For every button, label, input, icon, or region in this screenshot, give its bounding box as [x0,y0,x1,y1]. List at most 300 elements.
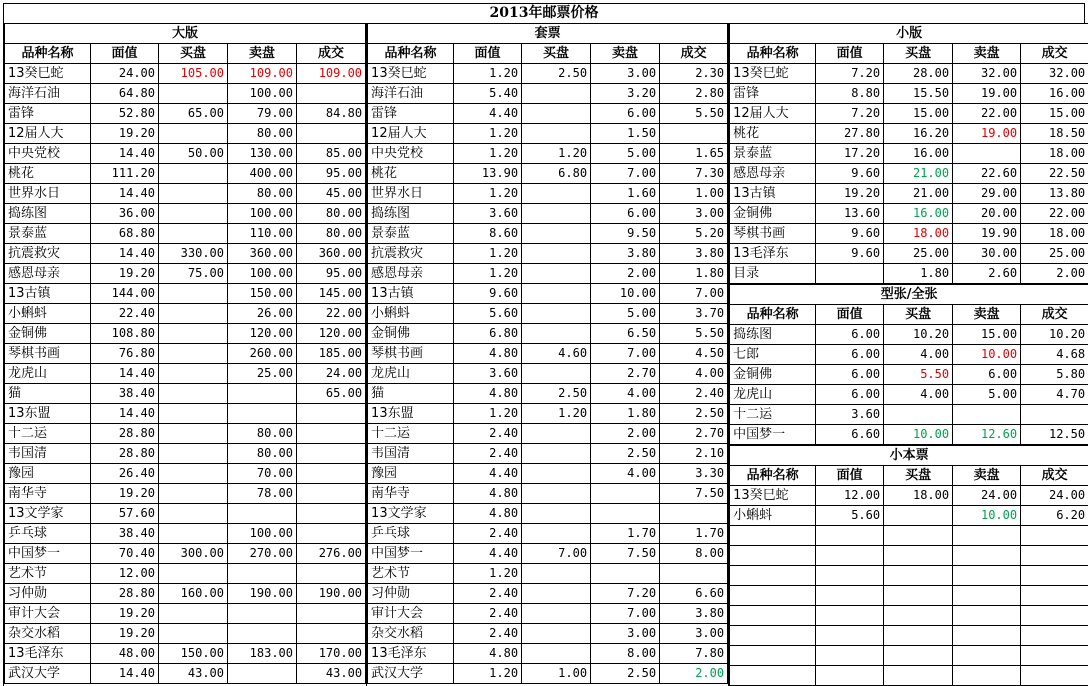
price-cell: 80.00 [228,444,297,464]
stamp-name-cell: 13古镇 [730,184,816,204]
table-row [5,524,366,544]
price-cell: 5.60 [454,304,522,324]
column-header: 面值 [816,305,884,325]
column-header: 卖盘 [591,44,660,64]
price-cell: 4.40 [454,104,522,124]
price-cell [522,124,591,144]
stamp-name-cell: 13癸巳蛇 [5,64,91,84]
price-cell: 17.20 [816,144,884,164]
price-cell: 2.40 [454,624,522,644]
stamp-name-cell: 十二运 [730,405,816,425]
price-cell [522,564,591,584]
price-cell: 45.00 [297,184,366,204]
stamp-name-cell: 12届人大 [5,124,91,144]
price-cell: 22.00 [297,304,366,324]
stamp-name-cell: 习仲勋 [368,584,454,604]
table-row [5,264,366,284]
price-cell: 10.00 [884,425,953,445]
price-cell: 2.30 [660,64,728,84]
empty-cell [953,586,1021,606]
table-daban [4,23,366,684]
table-row [5,544,366,564]
price-cell: 25.00 [1021,244,1088,264]
table-row [368,124,728,144]
stamp-name-cell: 13癸巳蛇 [368,64,454,84]
table-row [730,385,1088,405]
price-cell: 10.00 [953,345,1021,365]
price-cell: 130.00 [228,144,297,164]
empty-cell [953,546,1021,566]
table-row [5,124,366,144]
price-cell: 10.20 [1021,325,1088,345]
price-cell [159,404,228,424]
price-cell [591,564,660,584]
price-cell: 18.00 [1021,144,1088,164]
price-cell: 30.00 [953,244,1021,264]
price-cell [522,604,591,624]
stamp-name-cell: 抗震救灾 [5,244,91,264]
price-cell: 1.80 [660,264,728,284]
table-row [368,224,728,244]
stamp-name-cell: 金铜佛 [730,365,816,385]
column-header: 面值 [91,44,159,64]
price-cell: 170.00 [297,644,366,664]
table-row [730,144,1088,164]
price-cell [228,504,297,524]
price-cell: 3.20 [591,84,660,104]
price-cell: 24.00 [953,486,1021,506]
price-cell [953,144,1021,164]
table-row [368,604,728,624]
price-cell: 14.40 [91,184,159,204]
price-cell: 190.00 [228,584,297,604]
price-cell: 144.00 [91,284,159,304]
table-row [368,664,728,684]
price-cell [522,184,591,204]
price-cell: 2.40 [454,444,522,464]
price-cell: 1.20 [454,144,522,164]
price-cell: 1.20 [454,244,522,264]
empty-cell [1021,546,1088,566]
price-cell: 1.20 [454,564,522,584]
stamp-name-cell: 世界水日 [368,184,454,204]
price-cell [953,405,1021,425]
table-row [368,104,728,124]
price-cell: 21.00 [884,164,953,184]
empty-row [730,546,1088,566]
price-cell: 5.50 [660,104,728,124]
price-cell: 36.00 [91,204,159,224]
empty-cell [1021,526,1088,546]
price-cell: 19.20 [91,604,159,624]
price-cell: 2.70 [591,364,660,384]
price-cell [522,324,591,344]
table-row [730,365,1088,385]
price-cell: 3.60 [816,405,884,425]
price-cell: 7.00 [591,604,660,624]
price-cell [297,424,366,444]
price-cell: 20.00 [953,204,1021,224]
stamp-name-cell: 审计大会 [368,604,454,624]
stamp-name-cell: 杂交水稻 [368,624,454,644]
price-cell: 84.80 [297,104,366,124]
empty-cell [953,626,1021,646]
price-cell: 6.00 [591,104,660,124]
table-row [730,124,1088,144]
table-row [368,164,728,184]
table-row [5,244,366,264]
price-cell: 10.20 [884,325,953,345]
empty-row [730,646,1088,666]
price-cell: 6.80 [522,164,591,184]
table-row [368,424,728,444]
price-cell: 120.00 [228,324,297,344]
table-row [5,404,366,424]
empty-row [730,526,1088,546]
table-row [368,404,728,424]
table-row [5,204,366,224]
price-cell: 14.40 [91,144,159,164]
price-cell: 9.60 [816,224,884,244]
column-header: 面值 [454,44,522,64]
table-row [368,264,728,284]
price-cell: 80.00 [228,424,297,444]
column-header: 成交 [1021,44,1088,64]
price-cell [159,464,228,484]
stamp-name-cell: 13毛泽东 [5,644,91,664]
block-right [728,23,1088,686]
empty-cell [816,666,884,686]
stamp-name-cell: 豫园 [368,464,454,484]
price-cell: 9.60 [816,164,884,184]
stamp-name-cell: 13古镇 [5,284,91,304]
price-cell [159,204,228,224]
stamp-name-cell: 金铜佛 [368,324,454,344]
stamp-name-cell: 猫 [5,384,91,404]
price-cell: 100.00 [228,524,297,544]
stamp-name-cell: 捣练图 [730,325,816,345]
column-header: 买盘 [159,44,228,64]
price-cell: 7.20 [816,104,884,124]
stamp-name-cell: 龙虎山 [730,385,816,405]
table-row [5,624,366,644]
column-header: 品种名称 [730,305,816,325]
price-cell: 38.40 [91,524,159,544]
price-cell: 2.60 [953,264,1021,284]
price-cell: 13.90 [454,164,522,184]
stamp-name-cell: 13毛泽东 [730,244,816,264]
price-cell [522,644,591,664]
table-row [368,624,728,644]
price-cell [159,284,228,304]
column-header: 品种名称 [5,44,91,64]
price-cell: 7.00 [660,284,728,304]
price-cell: 5.50 [660,324,728,344]
price-cell [159,364,228,384]
table-row [368,64,728,84]
table-row [5,64,366,84]
price-cell: 16.00 [1021,84,1088,104]
stamp-name-cell: 12届人大 [730,104,816,124]
empty-cell [730,546,816,566]
price-cell: 22.00 [953,104,1021,124]
price-cell: 6.00 [816,345,884,365]
price-cell: 12.50 [1021,425,1088,445]
stamp-name-cell: 13东盟 [5,404,91,424]
price-cell: 2.40 [454,604,522,624]
stamp-name-cell: 世界水日 [5,184,91,204]
price-cell: 2.40 [454,424,522,444]
empty-cell [884,626,953,646]
table-row [368,504,728,524]
table-row [5,664,366,684]
price-cell: 7.50 [591,544,660,564]
price-cell [522,264,591,284]
price-cell [297,84,366,104]
table-row [368,524,728,544]
stamp-name-cell: 金铜佛 [5,324,91,344]
price-cell: 18.50 [1021,124,1088,144]
stamp-name-cell: 小蝌蚪 [730,506,816,526]
table-xiaoban [729,23,1088,284]
price-cell: 1.50 [591,124,660,144]
price-cell: 2.40 [454,524,522,544]
stamp-name-cell: 韦国清 [5,444,91,464]
empty-cell [730,606,816,626]
empty-cell [1021,606,1088,626]
stamp-name-cell: 海洋石油 [368,84,454,104]
price-cell: 13.80 [1021,184,1088,204]
price-cell: 1.20 [454,64,522,84]
price-cell: 28.80 [91,424,159,444]
price-cell: 2.70 [660,424,728,444]
price-cell [522,364,591,384]
price-cell: 4.80 [454,504,522,524]
price-cell: 32.00 [1021,64,1088,84]
stamp-name-cell: 小蝌蚪 [5,304,91,324]
price-cell: 1.20 [454,404,522,424]
price-cell: 16.00 [884,204,953,224]
empty-cell [884,606,953,626]
price-cell: 4.50 [660,344,728,364]
stamp-name-cell: 中央党校 [368,144,454,164]
price-cell: 19.90 [953,224,1021,244]
price-cell [522,84,591,104]
stamp-name-cell: 琴棋书画 [368,344,454,364]
price-cell: 24.00 [1021,486,1088,506]
price-cell [522,304,591,324]
price-cell: 3.00 [591,64,660,84]
section-title: 小本票 [730,446,1088,466]
price-cell: 100.00 [228,204,297,224]
price-cell [159,424,228,444]
price-cell: 3.70 [660,304,728,324]
section-title: 大版 [5,24,366,44]
price-cell [159,84,228,104]
empty-cell [1021,646,1088,666]
price-cell: 70.00 [228,464,297,484]
stamp-name-cell: 13癸巳蛇 [730,486,816,506]
table-xingzhang [729,284,1088,445]
price-cell: 6.00 [953,365,1021,385]
price-cell: 360.00 [297,244,366,264]
price-cell: 28.80 [91,444,159,464]
price-cell: 4.60 [522,344,591,364]
stamp-name-cell: 雷锋 [368,104,454,124]
price-cell: 25.00 [884,244,953,264]
price-cell: 5.80 [1021,365,1088,385]
price-cell: 330.00 [159,244,228,264]
price-cell [297,484,366,504]
empty-cell [730,646,816,666]
price-cell: 109.00 [297,64,366,84]
price-cell: 19.20 [91,264,159,284]
price-cell [522,504,591,524]
price-cell: 2.40 [660,384,728,404]
table-row [730,506,1088,526]
stamp-name-cell: 十二运 [368,424,454,444]
column-header: 卖盘 [953,305,1021,325]
price-cell: 2.50 [660,404,728,424]
empty-cell [816,526,884,546]
stamp-name-cell: 习仲勋 [5,584,91,604]
price-cell: 2.40 [454,584,522,604]
price-cell: 4.00 [884,385,953,405]
empty-cell [730,566,816,586]
empty-cell [816,626,884,646]
price-cell [297,404,366,424]
stamp-name-cell: 龙虎山 [5,364,91,384]
stamp-name-cell: 金铜佛 [730,204,816,224]
stamp-name-cell: 审计大会 [5,604,91,624]
price-cell: 276.00 [297,544,366,564]
table-row [730,184,1088,204]
table-row [368,484,728,504]
empty-cell [816,546,884,566]
column-header: 买盘 [884,466,953,486]
price-cell: 18.00 [884,486,953,506]
price-cell: 50.00 [159,144,228,164]
empty-cell [816,566,884,586]
table-row [368,184,728,204]
table-row [730,164,1088,184]
price-cell: 19.20 [816,184,884,204]
price-cell: 3.30 [660,464,728,484]
price-cell [522,624,591,644]
price-cell: 15.00 [953,325,1021,345]
price-cell: 68.80 [91,224,159,244]
table-row [5,464,366,484]
table-row [368,464,728,484]
stamp-name-cell: 海洋石油 [5,84,91,104]
price-cell: 85.00 [297,144,366,164]
table-row [5,224,366,244]
price-cell [297,464,366,484]
empty-cell [884,526,953,546]
price-cell: 14.40 [91,664,159,684]
price-cell: 18.00 [884,224,953,244]
table-row [368,304,728,324]
column-header: 面值 [816,466,884,486]
price-cell: 57.60 [91,504,159,524]
empty-cell [816,646,884,666]
price-cell: 185.00 [297,344,366,364]
price-cell: 19.20 [91,124,159,144]
stamp-name-cell: 景泰蓝 [730,144,816,164]
price-cell: 4.00 [660,364,728,384]
price-cell: 8.80 [816,84,884,104]
price-cell: 1.00 [660,184,728,204]
stamp-name-cell: 13毛泽东 [368,644,454,664]
price-cell: 21.00 [884,184,953,204]
stamp-name-cell: 13东盟 [368,404,454,424]
stamp-name-cell: 感恩母亲 [730,164,816,184]
empty-cell [884,566,953,586]
price-cell: 28.80 [91,584,159,604]
stamp-name-cell: 桃花 [368,164,454,184]
price-cell [297,504,366,524]
price-cell: 7.00 [522,544,591,564]
price-cell: 400.00 [228,164,297,184]
sheet-title: 2013年邮票价格 [3,3,1085,23]
price-cell [591,504,660,524]
price-cell: 22.50 [1021,164,1088,184]
table-row [730,84,1088,104]
price-cell: 5.60 [816,506,884,526]
price-cell: 2.00 [660,664,728,684]
price-cell [159,504,228,524]
price-cell: 48.00 [91,644,159,664]
stamp-name-cell: 琴棋书画 [730,224,816,244]
price-cell [228,604,297,624]
table-row [730,405,1088,425]
price-cell: 2.50 [522,64,591,84]
stamp-name-cell: 七郎 [730,345,816,365]
price-cell: 2.50 [591,444,660,464]
price-cell [159,324,228,344]
price-cell: 190.00 [297,584,366,604]
stamp-name-cell: 中国梦一 [368,544,454,564]
price-cell: 95.00 [297,164,366,184]
table-row [368,584,728,604]
price-cell: 80.00 [228,184,297,204]
price-sheet [3,3,1085,686]
price-cell: 1.20 [454,664,522,684]
price-cell [297,624,366,644]
empty-cell [884,666,953,686]
price-cell: 95.00 [297,264,366,284]
price-cell: 65.00 [159,104,228,124]
empty-row [730,626,1088,646]
table-row [730,345,1088,365]
stamp-name-cell: 抗震救灾 [368,244,454,264]
stamp-name-cell: 杂交水稻 [5,624,91,644]
table-row [368,384,728,404]
price-cell: 22.40 [91,304,159,324]
price-cell: 7.80 [660,644,728,664]
price-cell [522,104,591,124]
column-header: 卖盘 [228,44,297,64]
empty-cell [730,586,816,606]
stamp-name-cell: 十二运 [5,424,91,444]
price-cell [159,444,228,464]
price-cell: 76.80 [91,344,159,364]
empty-cell [816,606,884,626]
table-row [368,564,728,584]
table-row [5,344,366,364]
price-cell: 25.00 [228,364,297,384]
stamp-name-cell: 猫 [368,384,454,404]
